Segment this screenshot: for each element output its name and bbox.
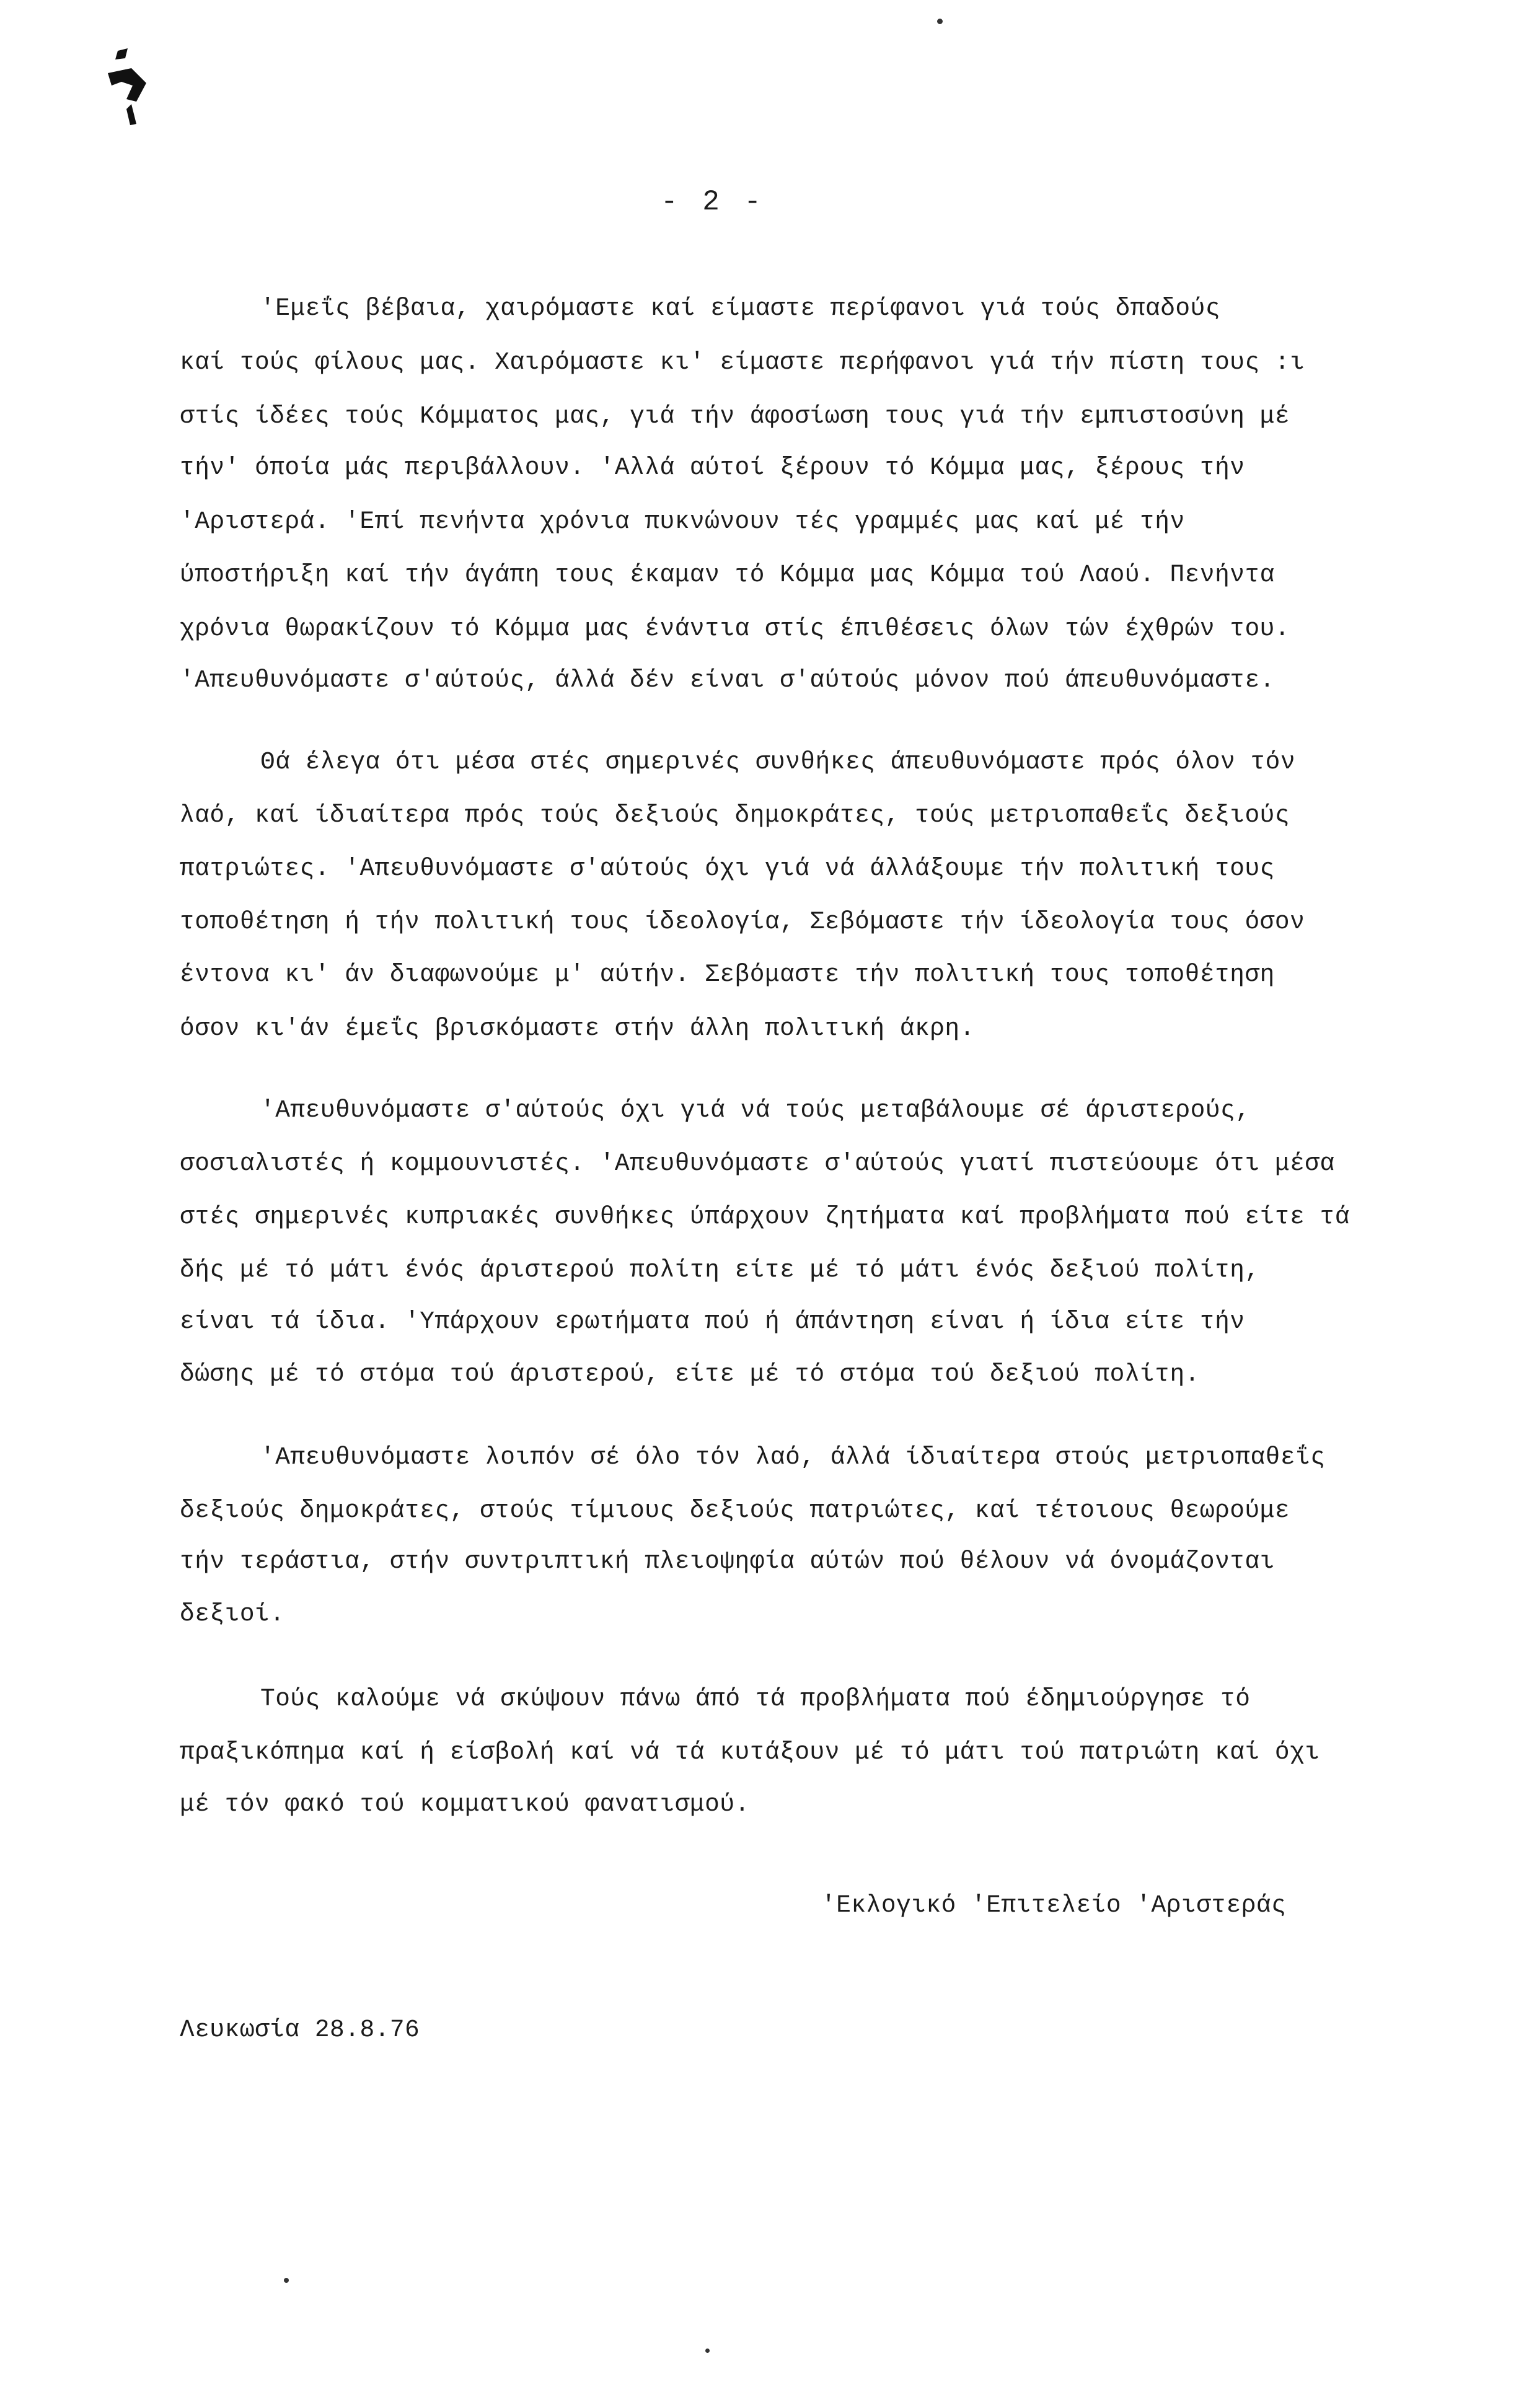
- text-line: είναι τά ίδια. 'Υπάρχουν ερωτήματα πού ή άπάντηση είναι ή ίδια είτε τήν: [180, 1307, 1245, 1335]
- text-line: μέ τόν φακό τού κομματικού φανατισμού.: [180, 1790, 750, 1818]
- text-line: δώσης μέ τό στόμα τού άριστερού, είτε μέ τό στόμα τού δεξιού πολίτη.: [180, 1360, 1200, 1388]
- text-line: πραξικόπημα καί ή είσβολή καί νά τά κυτάξουν μέ τό μάτι τού πατριώτη καί όχι: [180, 1738, 1320, 1766]
- text-line: όσον κι'άν έμεΐς βρισκόμαστε στήν άλλη πολιτική άκρη.: [180, 1014, 975, 1042]
- text-line: 'Εμεΐς βέβαια, χαιρόμαστε καί είμαστε περίφανοι γιά τούς δπαδούς: [260, 294, 1221, 322]
- text-line: στίς ίδέες τούς Κόμματος μας, γιά τήν άφοσίωση τους γιά τήν εμπιστοσύνη μέ: [180, 402, 1290, 430]
- text-line: δεξιοί.: [180, 1600, 285, 1628]
- text-line: καί τούς φίλους μας. Χαιρόμαστε κι' είμαστε περήφανοι γιά τήν πίστη τους :ι: [180, 348, 1305, 376]
- paper-speck: [937, 19, 943, 24]
- paper-speck: [705, 2349, 710, 2353]
- text-line: 'Αριστερά. 'Επί πενήντα χρόνια πυκνώνουν τές γραμμές μας καί μέ τήν: [180, 508, 1185, 535]
- text-line: ύποστήριξη καί τήν άγάπη τους έκαμαν τό Κόμμα μας Κόμμα τού Λαού. Πενήντα: [180, 561, 1275, 589]
- signature: 'Εκλογικό 'Επιτελείο 'Αριστεράς: [821, 1891, 1287, 1919]
- place-date: Λευκωσία 28.8.76: [180, 2016, 420, 2044]
- text-line: δεξιούς δημοκράτες, στούς τίμιους δεξιούς πατριώτες, καί τέτοιους θεωρούμε: [180, 1496, 1290, 1524]
- text-line: τοποθέτηση ή τήν πολιτική τους ίδεολογία, Σεβόμαστε τήν ίδεολογία τους όσον: [180, 908, 1305, 936]
- text-line: στές σημερινές κυπριακές συνθήκες ύπάρχουν ζητήματα καί προβλήματα πού είτε τά: [180, 1203, 1350, 1231]
- text-line: 'Απευθυνόμαστε σ'αύτούς, άλλά δέν είναι σ'αύτούς μόνον πού άπευθυνόμαστε.: [180, 666, 1275, 694]
- page-number: - 2 -: [660, 186, 765, 218]
- text-line: Τούς καλούμε νά σκύψουν πάνω άπό τά προβλήματα πού έδημιούργησε τό: [260, 1685, 1251, 1713]
- text-line: τήν' όποία μάς περιβάλλουν. 'Αλλά αύτοί ξέρουν τό Κόμμα μας, ξέρους τήν: [180, 454, 1245, 481]
- text-line: πατριώτες. 'Απευθυνόμαστε σ'αύτούς όχι γιά νά άλλάξουμε τήν πολιτική τους: [180, 855, 1275, 882]
- text-line: 'Απευθυνόμαστε σ'αύτούς όχι γιά νά τούς μεταβάλουμε σέ άριστερούς,: [260, 1096, 1251, 1124]
- text-line: τήν τεράστια, στήν συντριπτική πλειοψηφία αύτών πού θέλουν νά όνομάζονται: [180, 1547, 1275, 1575]
- text-line: λαό, καί ίδιαίτερα πρός τούς δεξιούς δημοκράτες, τούς μετριοπαθεΐς δεξιούς: [180, 801, 1290, 829]
- paper-speck: [284, 2278, 289, 2283]
- text-line: 'Απευθυνόμαστε λοιπόν σέ όλο τόν λαό, άλλά ίδιαίτερα στούς μετριοπαθεΐς: [260, 1443, 1326, 1471]
- corner-mark-icon: [93, 45, 167, 131]
- text-line: έντονα κι' άν διαφωνούμε μ' αύτήν. Σεβόμαστε τήν πολιτική τους τοποθέτηση: [180, 960, 1275, 988]
- text-line: δής μέ τό μάτι ένός άριστερού πολίτη είτε μέ τό μάτι ένός δεξιού πολίτη,: [180, 1256, 1260, 1284]
- text-line: χρόνια θωρακίζουν τό Κόμμα μας ένάντια στίς έπιθέσεις όλων τών έχθρών του.: [180, 615, 1290, 643]
- text-line: Θά έλεγα ότι μέσα στές σημερινές συνθήκες άπευθυνόμαστε πρός όλον τόν: [260, 748, 1296, 776]
- text-line: σοσιαλιστές ή κομμουνιστές. 'Απευθυνόμαστε σ'αύτούς γιατί πιστεύουμε ότι μέσα: [180, 1149, 1335, 1177]
